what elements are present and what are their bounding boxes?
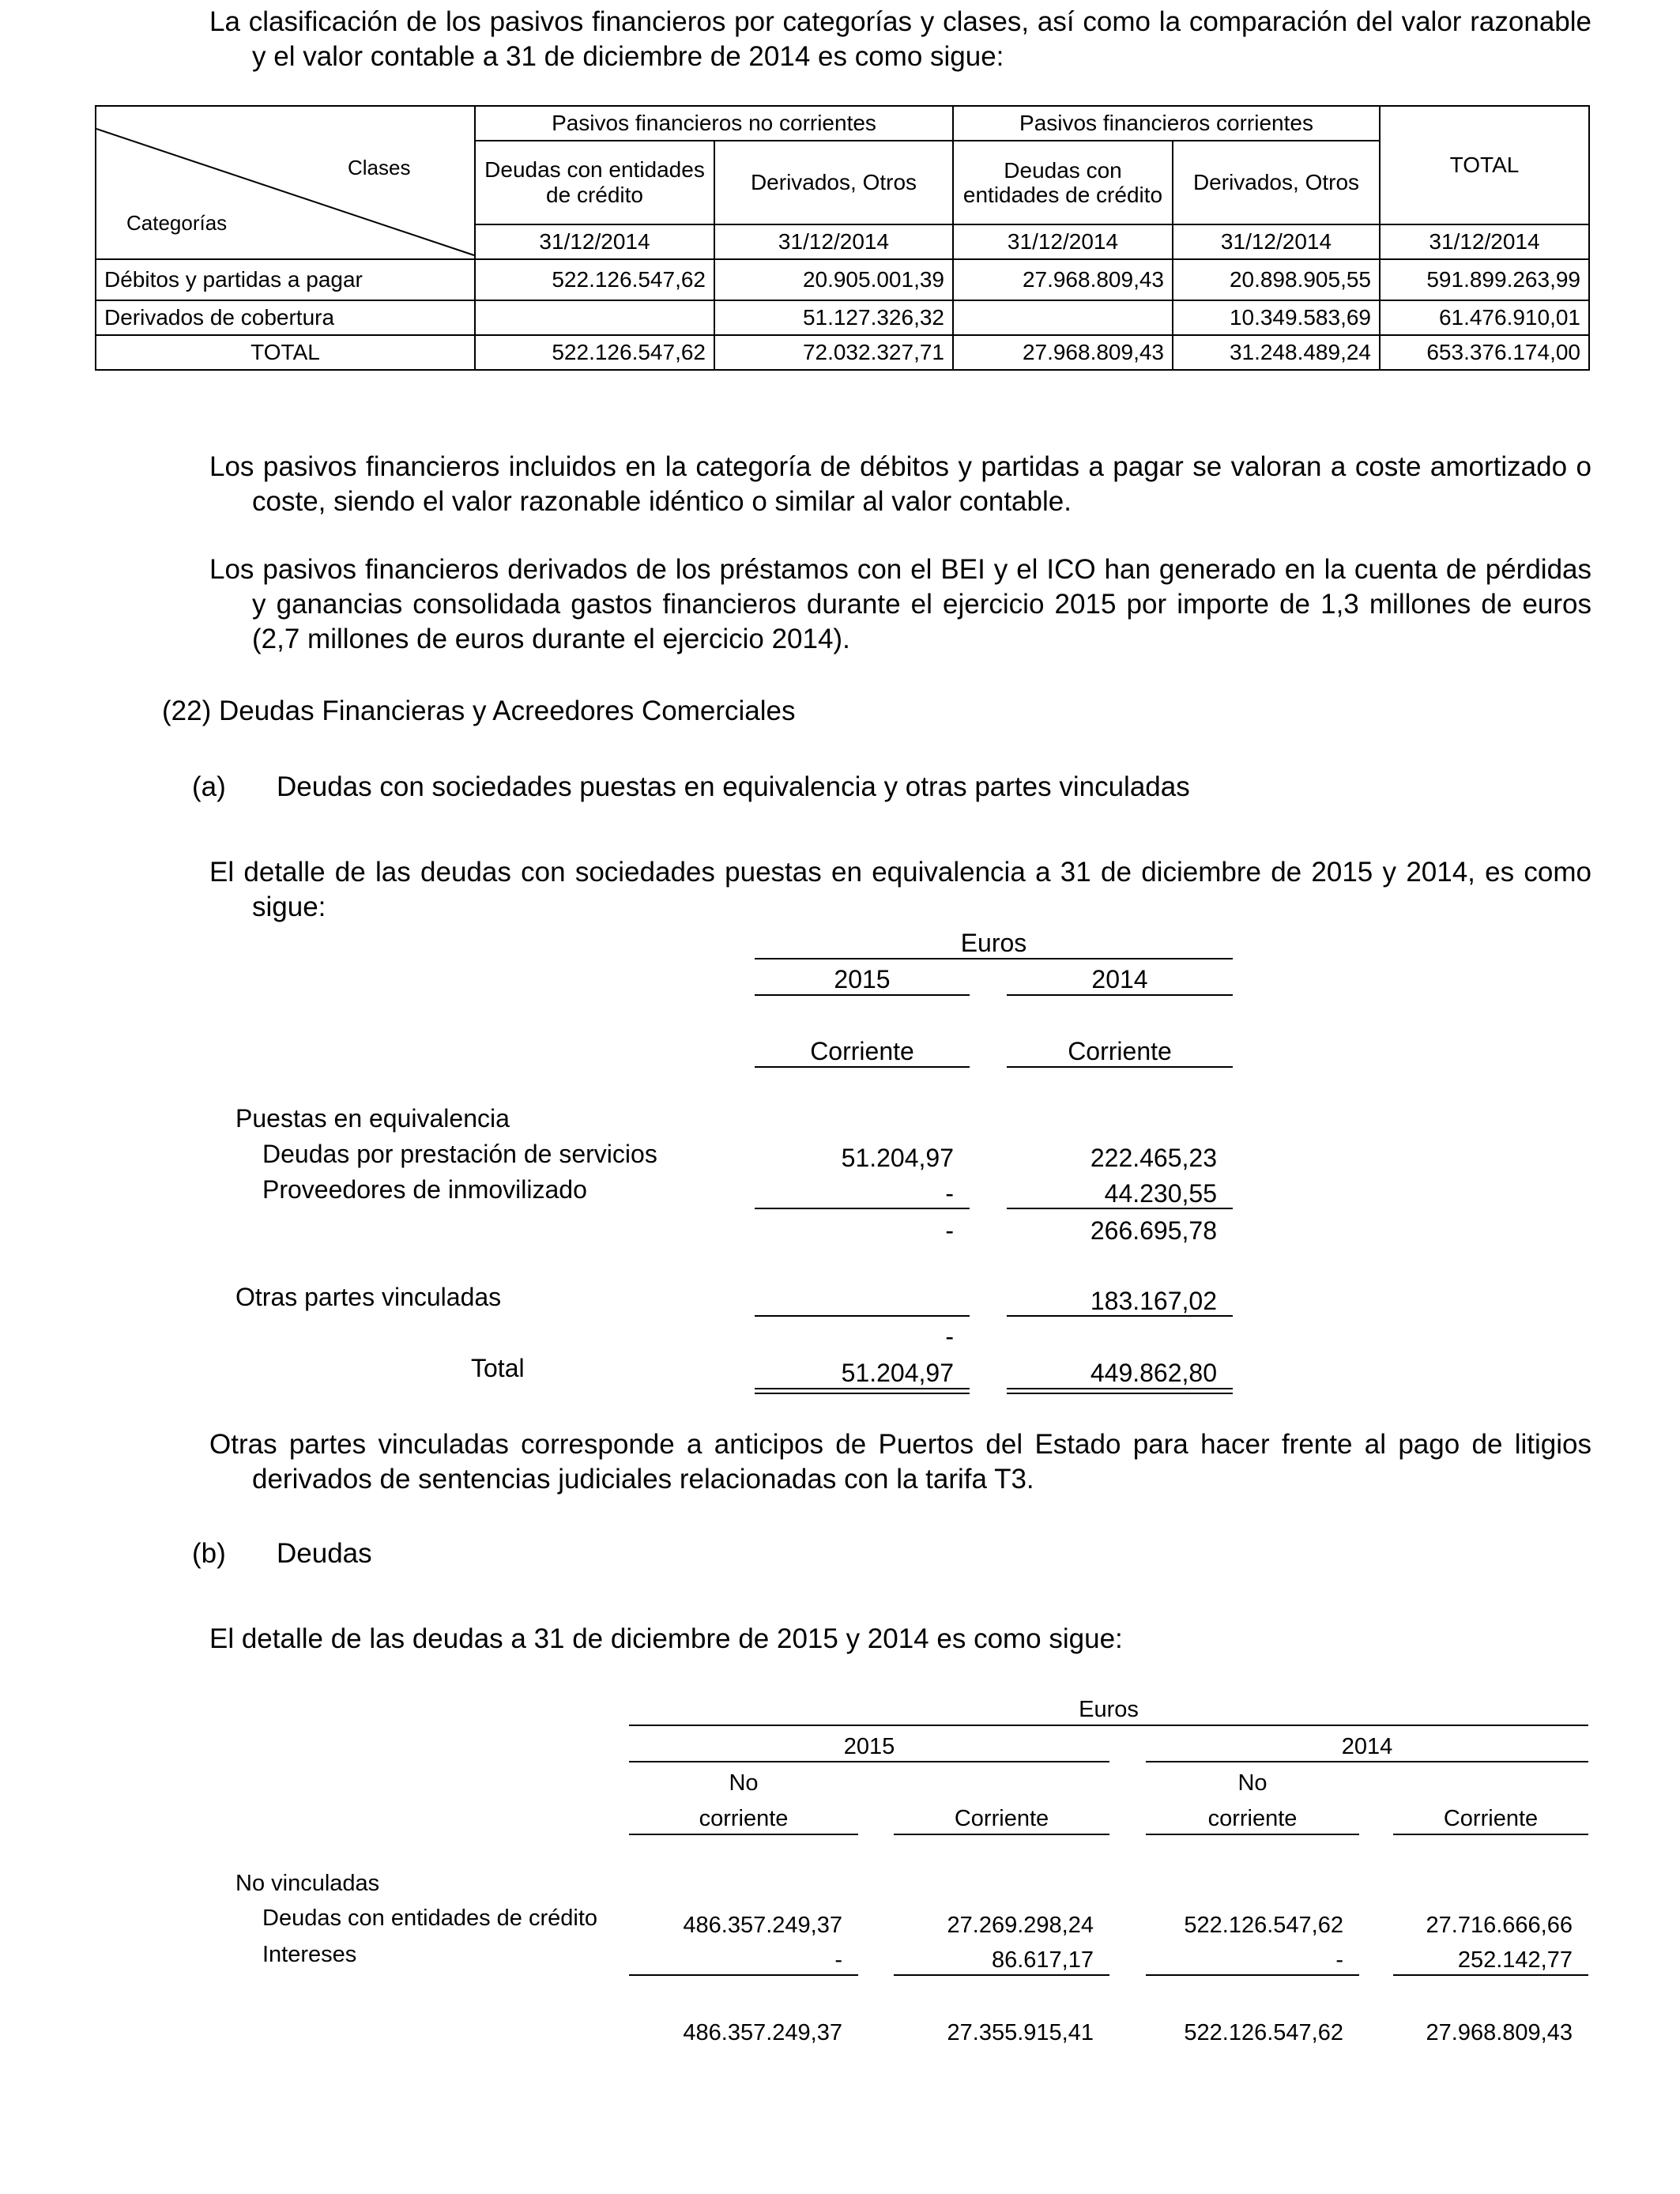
row-label-intereses: Intereses <box>262 1942 357 1967</box>
financial-liabilities-table <box>95 105 1590 371</box>
cell-value: 653.376.174,00 <box>1380 335 1589 370</box>
subtotal-2015: - <box>945 1216 954 1245</box>
total-value: 27.968.809,43 <box>1426 2020 1573 2045</box>
corriente-2015: Corriente <box>810 1037 914 1065</box>
date-cell: 31/12/2014 <box>1173 224 1380 259</box>
cell-value: - <box>834 1947 842 1973</box>
divider <box>629 1974 858 1976</box>
otras-partes-paragraph: Otras partes vinculadas corresponde a anticipos de Puertos del Estado para hacer frente al pago de litigios derivados de sentencias judiciales relacionadas con la tarifa T3. <box>209 1429 1591 1495</box>
cell-value: 522.126.547,62 <box>475 335 714 370</box>
row-label-deudas: Deudas con entidades de crédito <box>262 1906 598 1931</box>
group-header-corrientes: Pasivos financieros corrientes <box>953 106 1380 141</box>
divider <box>1146 1761 1588 1762</box>
no-label-2015: No <box>729 1770 759 1796</box>
cell-value: 31.248.489,24 <box>1173 335 1380 370</box>
divider <box>755 1066 970 1068</box>
divider <box>1146 1974 1359 1976</box>
cell-value: 86.617,17 <box>991 1947 1094 1973</box>
no-vinculadas-label: No vinculadas <box>235 1871 380 1896</box>
year-2014: 2014 <box>1341 1734 1393 1759</box>
cell-value: 522.126.547,62 <box>1184 1913 1343 1938</box>
row-label-inmovilizado: Proveedores de inmovilizado <box>262 1175 587 1204</box>
divider <box>1393 1834 1588 1835</box>
divider <box>894 1974 1109 1976</box>
col-derivados-corrientes: Derivados, Otros <box>1173 141 1380 224</box>
section-b-title: Deudas <box>277 1538 372 1569</box>
bei-ico-paragraph: Los pasivos financieros derivados de los préstamos con el BEI y el ICO han generado en la cuenta de pérdidas y ganancias consolidada gastos financieros durante el ejercicio 2015 por importe de 1,3 millones de euros (2,7 millones de euros durante el ejercicio 2014). <box>209 554 1591 654</box>
euros-label: Euros <box>960 929 1027 957</box>
divider <box>1007 1066 1233 1068</box>
cell-value: 27.968.809,43 <box>953 259 1173 300</box>
corriente-lower-2015: corriente <box>699 1806 789 1831</box>
divider <box>755 958 1233 959</box>
cell-value: 252.142,77 <box>1457 1947 1573 1973</box>
euros-label: Euros <box>1079 1697 1139 1722</box>
col-deudas-corrientes: Deudas con entidades de crédito <box>953 141 1173 224</box>
col-derivados-no-corrientes: Derivados, Otros <box>714 141 953 224</box>
detalle-b-paragraph: El detalle de las deudas a 31 de diciembre de 2015 y 2014 es como sigue: <box>209 1623 1123 1654</box>
otras-label: Otras partes vinculadas <box>235 1283 502 1311</box>
puestas-label: Puestas en equivalencia <box>235 1104 510 1133</box>
total-value: 27.355.915,41 <box>947 2020 1094 2045</box>
cell-value: 61.476.910,01 <box>1380 300 1589 335</box>
cell-value: 72.032.327,71 <box>714 335 953 370</box>
date-cell: 31/12/2014 <box>1380 224 1589 259</box>
row-label: Derivados de cobertura <box>96 300 475 335</box>
value-inmovilizado-2015: - <box>945 1179 954 1208</box>
cell-value: - <box>1335 1947 1343 1973</box>
cell-value <box>953 300 1173 335</box>
corriente-lower-2014: corriente <box>1207 1806 1298 1831</box>
section-a-letter: (a) <box>192 771 226 802</box>
cell-value: 20.898.905,55 <box>1173 259 1380 300</box>
clases-label: Clases <box>348 156 411 179</box>
total-header: TOTAL <box>1380 106 1589 224</box>
cell-value: 486.357.249,37 <box>683 1913 842 1938</box>
row-label-servicios: Deudas por prestación de servicios <box>262 1140 657 1168</box>
table-row <box>96 300 1589 335</box>
double-underline <box>1007 1388 1233 1389</box>
cell-value: 591.899.263,99 <box>1380 259 1589 300</box>
cell-value: 27.269.298,24 <box>947 1913 1094 1938</box>
total-2015: 51.204,97 <box>841 1359 954 1387</box>
divider <box>1007 994 1233 996</box>
cell-value: 522.126.547,62 <box>475 259 714 300</box>
total-2014: 449.862,80 <box>1090 1359 1217 1387</box>
year-2015: 2015 <box>834 965 891 993</box>
section-22-title: (22) Deudas Financieras y Acreedores Comerciales <box>162 696 796 726</box>
coste-amortizado-paragraph: Los pasivos financieros incluidos en la categoría de débitos y partidas a pagar se valoran a coste amortizado o coste, siendo el valor razonable idéntico o similar al valor contable. <box>209 451 1591 517</box>
cell-value: 51.127.326,32 <box>714 300 953 335</box>
date-cell: 31/12/2014 <box>714 224 953 259</box>
detalle-a-paragraph: El detalle de las deudas con sociedades puestas en equivalencia a 31 de diciembre de 2015 y 2014, es como sigue: <box>209 857 1591 922</box>
corriente-2015: Corriente <box>954 1806 1049 1831</box>
divider <box>629 1834 858 1835</box>
total-label: Total <box>471 1354 525 1382</box>
double-underline <box>755 1388 970 1389</box>
group-header-no-corrientes: Pasivos financieros no corrientes <box>475 106 953 141</box>
otras-2014: 183.167,02 <box>1090 1287 1217 1315</box>
table-row <box>96 259 1589 300</box>
divider <box>629 1725 1588 1726</box>
divider <box>755 1315 970 1317</box>
value-inmovilizado-2014: 44.230,55 <box>1104 1179 1217 1208</box>
date-cell: 31/12/2014 <box>953 224 1173 259</box>
cell-value: 10.349.583,69 <box>1173 300 1380 335</box>
divider <box>1007 1315 1233 1317</box>
diagonal-header-cell <box>96 106 475 259</box>
total-value: 486.357.249,37 <box>683 2020 842 2045</box>
divider <box>755 1208 970 1209</box>
table-row <box>96 335 1589 370</box>
cell-value: 27.968.809,43 <box>953 335 1173 370</box>
divider <box>629 1761 1109 1762</box>
subtotal-2014: 266.695,78 <box>1090 1216 1217 1245</box>
divider <box>1393 1974 1588 1976</box>
row-label: Débitos y partidas a pagar <box>96 259 475 300</box>
divider <box>1007 1208 1233 1209</box>
cell-value: 20.905.001,39 <box>714 259 953 300</box>
divider <box>755 994 970 996</box>
cell-value <box>475 300 714 335</box>
double-underline <box>1007 1393 1233 1394</box>
no-label-2014: No <box>1237 1770 1268 1796</box>
double-underline <box>755 1393 970 1394</box>
corriente-2014: Corriente <box>1443 1806 1539 1831</box>
intro-paragraph: La clasificación de los pasivos financieros por categorías y clases, así como la comparación del valor razonable y el valor contable a 31 de diciembre de 2014 es como sigue: <box>209 6 1591 72</box>
row-label: TOTAL <box>96 335 475 370</box>
col-deudas-no-corrientes: Deudas con entidades de crédito <box>475 141 714 224</box>
categorias-label: Categorías <box>126 211 228 235</box>
section-a-title: Deudas con sociedades puestas en equivalencia y otras partes vinculadas <box>277 771 1190 802</box>
total-value: 522.126.547,62 <box>1184 2020 1343 2045</box>
cell-value: 27.716.666,66 <box>1426 1913 1573 1938</box>
otras-2015: - <box>945 1322 954 1351</box>
date-cell: 31/12/2014 <box>475 224 714 259</box>
year-2014: 2014 <box>1091 965 1148 993</box>
corriente-2014: Corriente <box>1068 1037 1172 1065</box>
divider <box>894 1834 1109 1835</box>
value-servicios-2014: 222.465,23 <box>1090 1144 1217 1172</box>
section-b-letter: (b) <box>192 1538 226 1569</box>
value-servicios-2015: 51.204,97 <box>841 1144 954 1172</box>
year-2015: 2015 <box>843 1734 895 1759</box>
divider <box>1146 1834 1359 1835</box>
